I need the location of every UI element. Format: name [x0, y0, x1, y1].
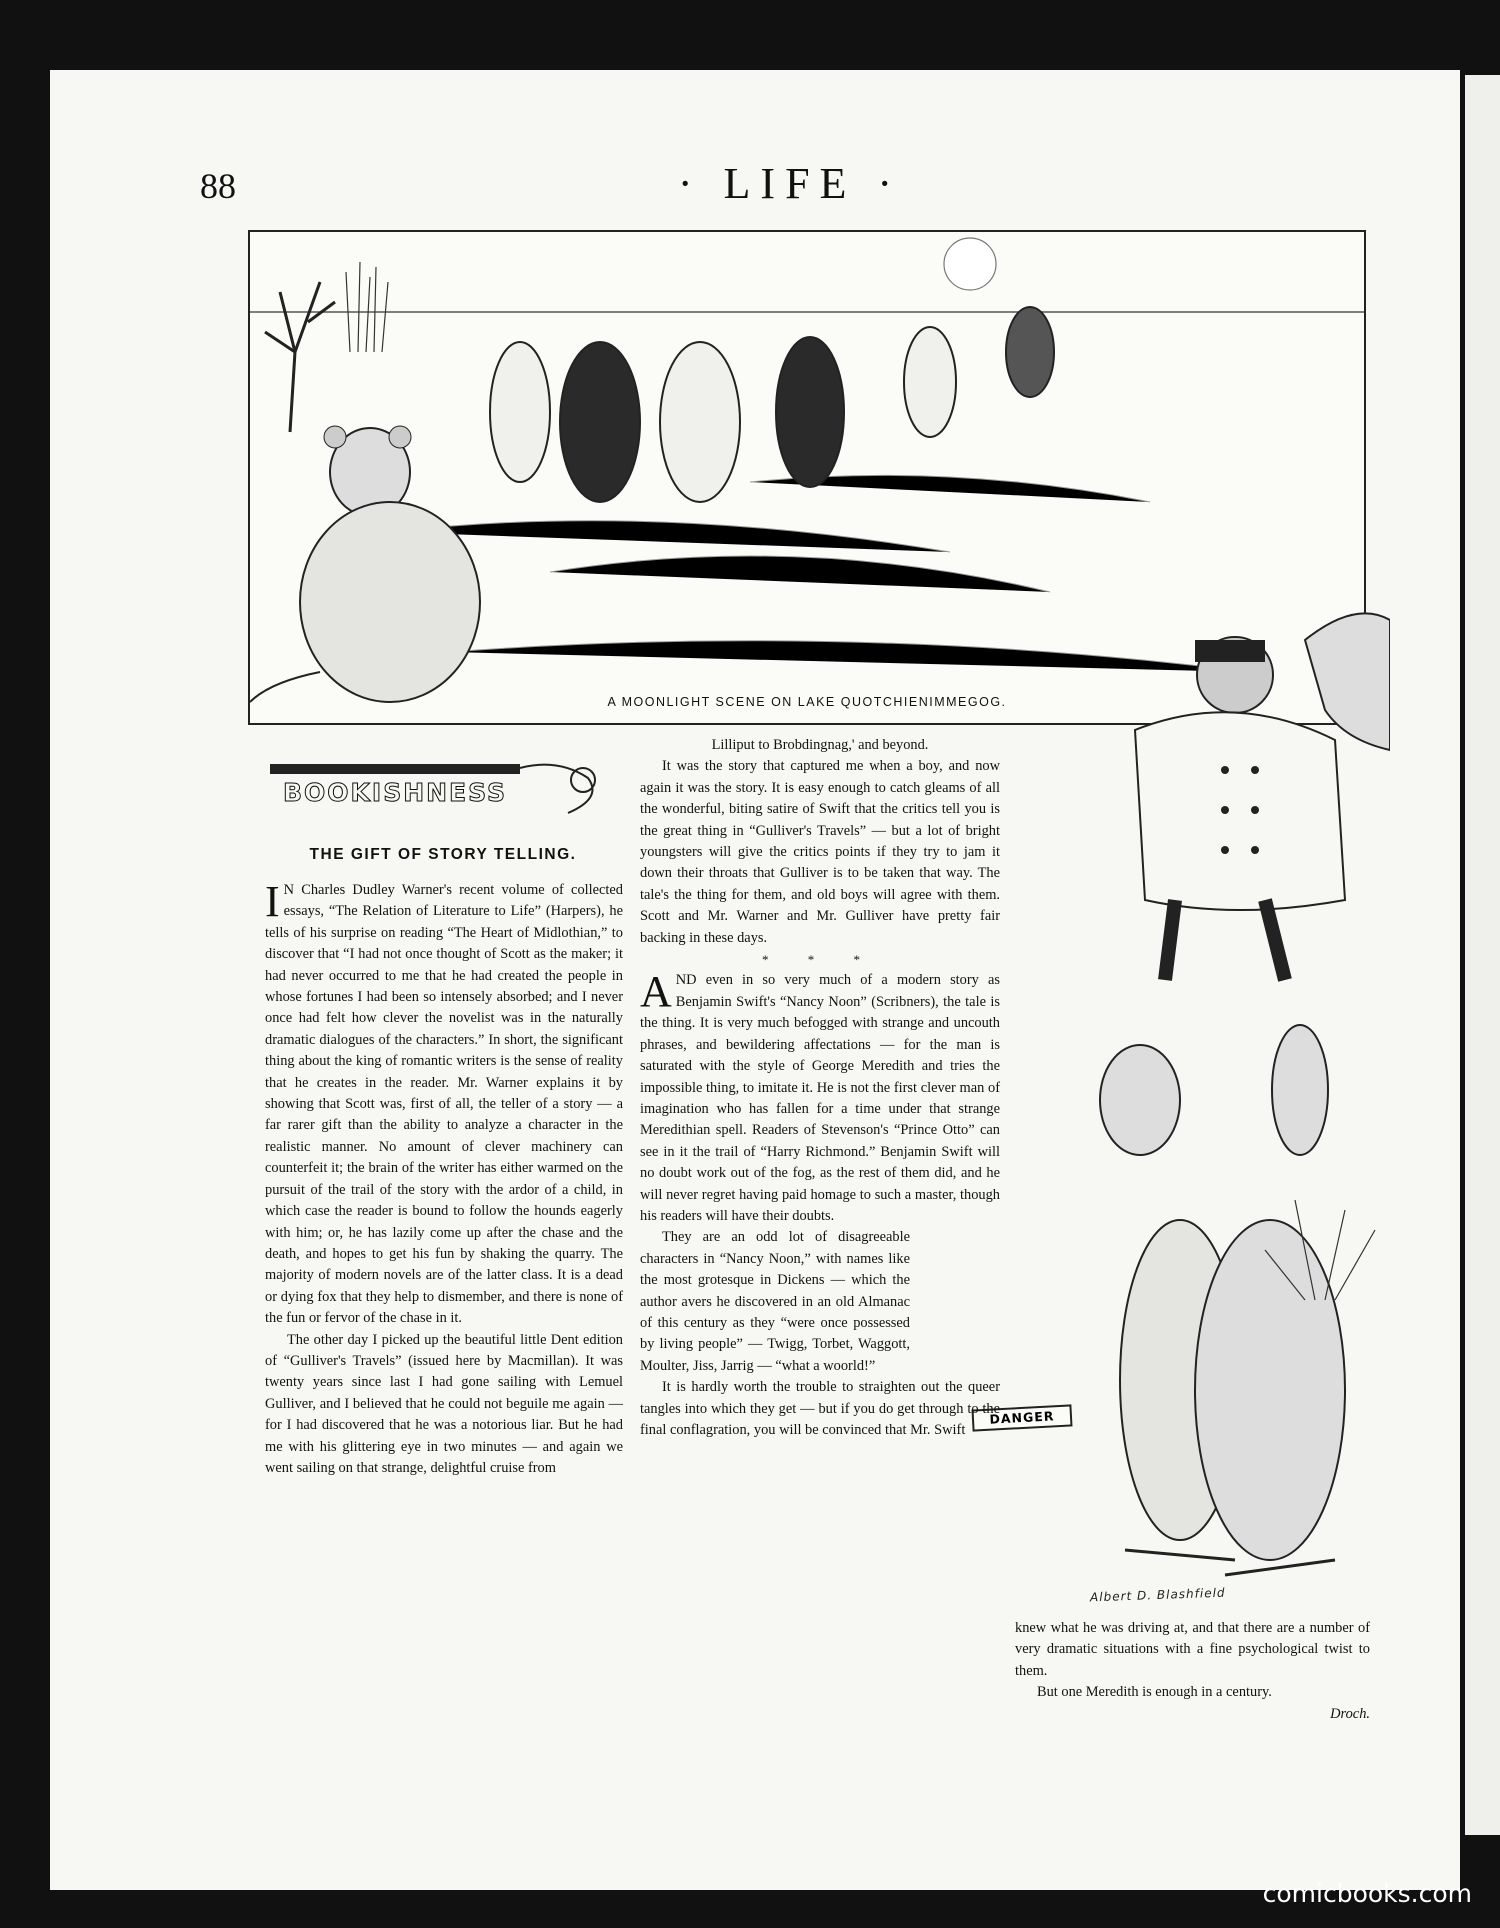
paragraph: Lilliput to Brobdingnag,' and beyond.: [711, 737, 929, 753]
paragraph: They are an odd lot of disagreeable characters in “Nancy Noon,” with names like the most grotesque in Dickens — which the author avers he discovered in an old Almanac of this century as they “were once possessed by living people” — Twigg, Torbet, Waggott, Moulter, Jiss, Jarrig — “what a woorld!”: [640, 1229, 910, 1374]
skating-bears-illustration: [1045, 600, 1390, 1620]
page-number: 88: [200, 166, 236, 206]
author-signature: Droch.: [1330, 1705, 1370, 1722]
department-title: BOOKISHNESS: [282, 778, 508, 807]
paragraph: It was the story that captured me when a boy, and now again it was the story. It is easy enough to catch gleams of all the wonderful, biting satire of Swift that the critics tell you is the great thing in “Gulliver's Travels” — but a lot of bright youngsters will give the critics points if they try to jam it down their throats that Gulliver is to be taken that way. The tale's the thing for them, and old boys will agree with them. Scott and Mr. Warner and Mr. Gulliver have pretty fair backing in these days.: [640, 758, 1000, 946]
paragraph: N Charles Dudley Warner's recent volume of collected essays, “The Relation of Literature to Life” (Harpers), he tells of his surprise on reading “The Heart of Midlothian,” to discover that “I had not once thought of Scott as the maker; it had never occurred to me that he had created the people in whose fortunes I had been so intensely absorbed; and I never once had felt how clever the novelist was in the naturally dramatic dialogues of the characters.” In short, the significant thing about the king of romantic writers is the sense of reality that he creates in the reader. Mr. Warner explains it by showing that Scott was, first of all, the teller of a story — a far rarer gift than the ability to analyze a character in the realistic manner. No amount of clever machinery can counterfeit it; the brain of the writer has either warmed on the pursuit of the trail of the story with the ardor of a child, in which case the reader is bound to follow the hounds eagerly with him; or, he has lazily come up after the chase and the death, and hopes to get his fun by shaking the quarry. The majority of modern novels are of the latter class. It is a dead or dying fox that they help to dismember, and there is none of the fun or fervor of the chase in it.: [265, 882, 623, 1327]
danger-sign: DANGER: [971, 1404, 1072, 1431]
article-column-3: [1015, 1618, 1370, 1725]
masthead: · LIFE ·: [677, 159, 903, 208]
artist-signature: Albert D. Blashfield: [1089, 1585, 1226, 1605]
paragraph: But one Meredith is enough in a century.: [1037, 1684, 1272, 1701]
watermark: comicbooks.com: [1262, 1879, 1472, 1908]
paragraph: ND even in so very much of a modern story as Benjamin Swift's “Nancy Noon” (Scribners), the tale is the thing. It is very much befogged with strange and uncouth phrases, and bewildering affectations — for the man is saturated with the style of George Meredith and tries the impossible thing, to imitate it. He is not the first clever man of imagination who has fallen for a time under that strange Meredithian spell. Readers of Stevenson's “Prince Otto” can see in it the trail of “Harry Richmond.” Benjamin Swift will no doubt work out of the fog, as the rest of them did, and he will never regret having paid homage to such a master, though his readers will have their doubts.: [640, 972, 1000, 1224]
drop-cap: I: [265, 877, 280, 926]
paragraph: The other day I picked up the beautiful little Dent edition of “Gulliver's Travels” (issued here by Macmillan). It was twenty years since last I had gone sailing with Lemuel Gulliver, and I believed that he could not beguile me again — for I had discovered that he was a notorious liar. But he had me with his glittering eye in two minutes — and again we went sailing on that strange, delightful cruise from: [265, 1331, 623, 1476]
article-column-2: [640, 735, 1000, 1441]
dancing-bears-figure: [1120, 1220, 1345, 1575]
paragraph: knew what he was driving at, and that there are a number of very dramatic situations with a fine psychological twist to them.: [1015, 1620, 1370, 1679]
paragraph: It is hardly worth the trouble to straighten out the queer tangles into which they get — but if you do get through to the final conflagration, you will be convinced that Mr. Swift: [640, 1379, 1000, 1438]
next-page-edge: [1465, 75, 1500, 1835]
bear-in-coat-figure: [1135, 637, 1345, 980]
seated-bear-figure: [250, 426, 480, 702]
article-title: THE GIFT OF STORY TELLING.: [309, 846, 577, 863]
section-divider: * * *: [762, 952, 878, 968]
article-column-1: [265, 877, 623, 1479]
drop-cap: A: [640, 967, 672, 1017]
illustration-caption: A MOONLIGHT SCENE ON LAKE QUOTCHIENIMMEGOG.: [607, 695, 1007, 709]
